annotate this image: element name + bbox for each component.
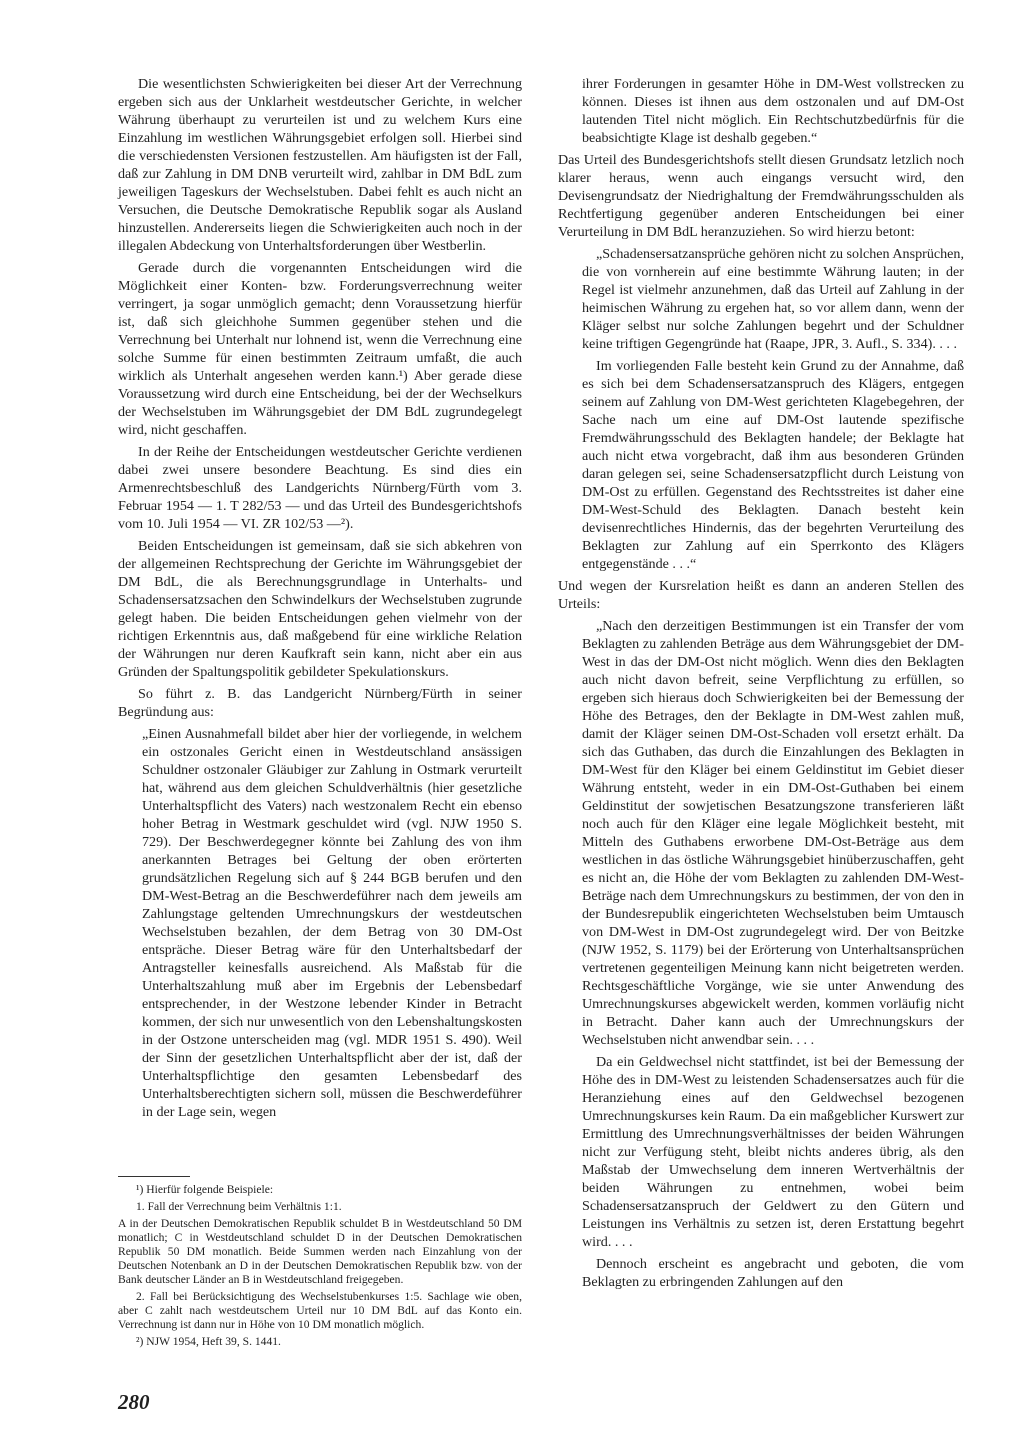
- paragraph: In der Reihe der Entscheidungen westdeutscher Gerichte verdienen dabei zwei unsere besondere Beachtung. Es sind dies ein Armenrechtsbeschluß des Landgerichts Nürnberg/Fürth vom 3. Februar 1954 — 1. T 282/53 — und das Urteil des Bundesgerichtshofs vom 10. Juli 1954 — VI. ZR 102/53 —²).: [118, 444, 522, 532]
- block-quote: Im vorliegenden Falle besteht kein Grund zu der Annahme, daß es sich bei dem Schadensersatzanspruch des Klägers, entgegen seinem auf Zahlung von DM-West gerichteten Klagebegehren, der Sache nach um eine auf DM-Ost lautende spezifische Fremdwährungsschuld des Beklagten handele; der Beklagte hat auch nicht etwa vorgebracht, daß ihm aus besonderen Gründen daran gelegen sei, seine Schadensersatzpflicht durch Leistung von DM-Ost zu erfüllen. Gegenstand des Rechtsstreites ist daher eine DM-West-Schuld des Beklagten. Danach besteht kein devisenrechtliches Hindernis, das der begehrten Verurteilung des Beklagten zur Zahlung auf ein Sperrkonto des Klägers entgegenstände . . .“: [582, 358, 964, 572]
- footnote: A in der Deutschen Demokratischen Republik schuldet B in Westdeutschland 50 DM monatlich; C in Westdeutschland schuldet D in der Deutschen Demokratischen Republik 50 DM monatlich. Beide Summen werden nach Einzahlung von der Deutschen Notenbank an D in der Deutschen Demokratischen Republik bzw. von der Bank deutscher Länder an B in Westdeutschland freigegeben.: [118, 1217, 522, 1286]
- block-quote: „Nach den derzeitigen Bestimmungen ist ein Transfer der vom Beklagten zu zahlenden Beträge aus dem Währungsgebiet der DM-West in das der DM-Ost nicht möglich. Wenn dies den Beklagten auch nicht davon befreit, seine Verpflichtung zu erfüllen, so ergeben sich hieraus doch Schwierigkeiten bei der Bemessung der Höhe des Betrages, den der Beklagte in DM-West zahlen muß, damit der Kläger seinen DM-Ost-Schaden voll ersetzt erhält. Da sich das Guthaben, das durch die Einzahlungen des Beklagten in DM-West für den Kläger bei einem Geldinstitut im Gebiet dieser Währung entsteht, weder in ein DM-Ost-Guthaben bei einem Geldinstitut der sowjetischen Besatzungszone transferieren läßt noch auch für den Kläger eine legale Möglichkeit besteht, mit Mitteln des Guthabens erworbene DM-Ost-Beträge aus dem westlichen in das östliche Währungsgebiet hinüberzuschaffen, geht es nicht an, die Höhe der vom Beklagten zu zahlenden DM-West-Beträge nach dem Umrechnungskurs zu bestimmen, der von den in der Bundesrepublik eingerichteten Wechselstuben beim Umtausch von DM-West in DM-Ost zugrundegelegt wird. Der von Beitzke (NJW 1952, S. 1179) bei der Erörterung von Unterhaltsansprüchen vertretenen gegenteiligen Meinung kann nicht beigetreten werden. Rechtsgeschäftliche Vorgänge, wie sie unter Anwendung des Umrechnungskurses abgewickelt werden, kommen vorläufig nicht in Betracht. Daher kann auch der Umrechnungskurs der Wechselstuben nicht anwendbar sein. . . .: [582, 618, 964, 1048]
- footnotes: [118, 1183, 522, 1352]
- block-quote: „Einen Ausnahmefall bildet aber hier der vorliegende, in welchem ein ostzonales Gericht einen in Westdeutschland ansässigen Schuldner ostzonaler Gläubiger zur Zahlung in Ostmark verurteilt hat, während aus dem gleichen Schuldverhältnis (hier gesetzliche Unterhaltspflicht des Vaters) nach westzonalem Recht ein ebenso hoher Betrag in Westmark geschuldet wird (vgl. NJW 1950 S. 729). Der Beschwerdegegner könnte bei Zahlung des von ihm anerkannten Betrages bei Geltung der oben erörterten grundsätzlichen Regelung sich auf § 244 BGB berufen und den DM-West-Betrag an die Beschwerdeführer nach dem jeweils am Zahlungstage geltenden Umrechnungskurs der westdeutschen Wechselstuben bezahlen, der dem Betrag von 30 DM-Ost entspräche. Dieser Betrag wäre für den Unterhaltsbedarf der Antragsteller keinesfalls ausreichend. Als Maßstab für die Unterhaltszahlung muß aber im Ergebnis der Lebensbedarf entsprechender, in der Westzone lebender Kinder in Betracht kommen, der sich nur unwesentlich von den Lebenshaltungskosten in der Ostzone unterscheiden mag (vgl. MDR 1951 S. 490). Weil der Sinn der gesetzlichen Unterhaltspflicht aber der ist, daß der Unterhaltspflichtige den gesamten Lebensbedarf des Unterhaltsberechtigten sichern soll, müssen die Beschwerdeführer in der Lage sein, wegen: [142, 726, 522, 1120]
- paragraph: Das Urteil des Bundesgerichtshofs stellt diesen Grundsatz letzlich noch klarer heraus, wenn auch eingangs versucht wird, den Devisengrundsatz der Niedrighaltung der Fremdwährungsschulden als Rechtfertigung gegenüber anderen Entscheidungen bei einer Verurteilung in DM BdL heranzuziehen. So wird hierzu betont:: [558, 152, 964, 240]
- block-quote: „Schadensersatzansprüche gehören nicht zu solchen Ansprüchen, die von vornherein auf eine bestimmte Währung lauten; in der Regel ist vielmehr anzunehmen, daß das Urteil auf Zahlung in der heimischen Währung zu ergehen hat, so vor allem dann, wenn der Kläger selbst nur solche Zahlungen begehrt und der Schuldner keine triftigen Gegengründe hat (Raape, JPR, 3. Aufl., S. 334). . . .: [582, 246, 964, 352]
- footnote: ²) NJW 1954, Heft 39, S. 1441.: [136, 1335, 281, 1348]
- footnote: ¹) Hierfür folgende Beispiele:: [136, 1183, 274, 1196]
- paragraph: Gerade durch die vorgenannten Entscheidungen wird die Möglichkeit einer Konten- bzw. Forderungsverrechnung weiter verringert, ja sogar unmöglich gemacht; denn Voraussetzung hierfür ist, daß sich gleichhohe Summen gegenüber stehen und die Verrechnung bei Unterhalt nur lohnend ist, wenn die Verrechnung eine solche Summe für einen bestimmten Zeitraum umfaßt, die auch wirklich als Unterhalt angesehen werden kann.¹) Aber gerade diese Voraussetzung wird durch eine Entscheidung, bei der der Wechselkurs der Wechselstuben im Währungsgebiet der DM BdL zugrundegelegt wird, nicht geschaffen.: [118, 260, 522, 438]
- block-quote: Dennoch erscheint es angebracht und geboten, die vom Beklagten zu erbringenden Zahlungen auf den: [582, 1256, 964, 1290]
- left-column: [118, 75, 522, 1125]
- paragraph: Und wegen der Kursrelation heißt es dann an anderen Stellen des Urteils:: [558, 578, 964, 612]
- footnote-rule: [118, 1176, 190, 1177]
- paragraph: Die wesentlichsten Schwierigkeiten bei dieser Art der Verrechnung ergeben sich aus der Unklarheit westdeutscher Gerichte, in welcher Währung überhaupt zu verurteilen ist und zu welchem Kurs eine Einzahlung im westlichen Währungsgebiet erfolgen soll. Hierbei sind die verschiedensten Versionen festzustellen. Am häufigsten ist der Fall, daß zur Zahlung in DM DNB verurteilt wird, zahlbar in DM BdL zum jeweiligen Tageskurs der Wechselstuben. Dabei fehlt es auch nicht an Versuchen, die Deutsche Demokratische Republik sogar als Ausland hinzustellen. Andererseits liegen die Schwierigkeiten auch noch in der illegalen Abdeckung von Unterhaltsforderungen über Westberlin.: [118, 76, 522, 254]
- footnote: 1. Fall der Verrechnung beim Verhältnis 1:1.: [136, 1200, 342, 1213]
- paragraph: Beiden Entscheidungen ist gemeinsam, daß sie sich abkehren von der allgemeinen Rechtsprechung der Gerichte im Währungsgebiet der DM BdL, die als Berechnungsgrundlage in Unterhalts- und Schadensersatzsachen den Schwindelkurs der Wechselstuben zugrunde gelegt haben. Die beiden Entscheidungen gehen vielmehr von der richtigen Erkenntnis aus, daß maßgebend für eine wirkliche Relation der Währungen nur deren Kaufkraft sein kann, nicht aber ein aus Gründen der Spaltungspolitik gebildeter Spekulationskurs.: [118, 538, 522, 680]
- block-quote: Da ein Geldwechsel nicht stattfindet, ist bei der Bemessung der Höhe des in DM-West zu leistenden Schadensersatzes auch für die Heranziehung eines auf den Geldwechsel bezogenen Umrechnungskurses kein Raum. Da ein maßgeblicher Kurswert zur Ermittlung des Umrechnungsverhältnisses der beiden Währungen nicht zur Verfügung steht, bleibt nichts anderes übrig, als den Maßstab der Umwechselung dem inneren Wertverhältnis der beiden Währungen zu entnehmen, wobei beim Schadensersatzanspruch der Geldwert zu den Gütern und Leistungen ins Verhältnis zu setzen ist, deren Erstattung begehrt wird. . . .: [582, 1054, 964, 1250]
- footnote: 2. Fall bei Berücksichtigung des Wechselstubenkurses 1:5. Sachlage wie oben, aber C zahlt nach westdeutschem Urteil nur 10 DM BdL auf das Konto ein. Verrechnung ist dann nur in Höhe von 10 DM monatlich möglich.: [118, 1290, 522, 1331]
- quote-continuation: ihrer Forderungen in gesamter Höhe in DM-West vollstrecken zu können. Dieses ist ihnen aus dem ostzonalen und auf DM-Ost lautenden Titel nicht möglich. Ein Rechtschutzbedürfnis für die beabsichtigte Klage ist deshalb gegeben.“: [582, 76, 964, 146]
- paragraph: So führt z. B. das Landgericht Nürnberg/Fürth in seiner Begründung aus:: [118, 686, 522, 720]
- page-number: 280: [118, 1390, 150, 1414]
- right-column: [558, 75, 964, 1295]
